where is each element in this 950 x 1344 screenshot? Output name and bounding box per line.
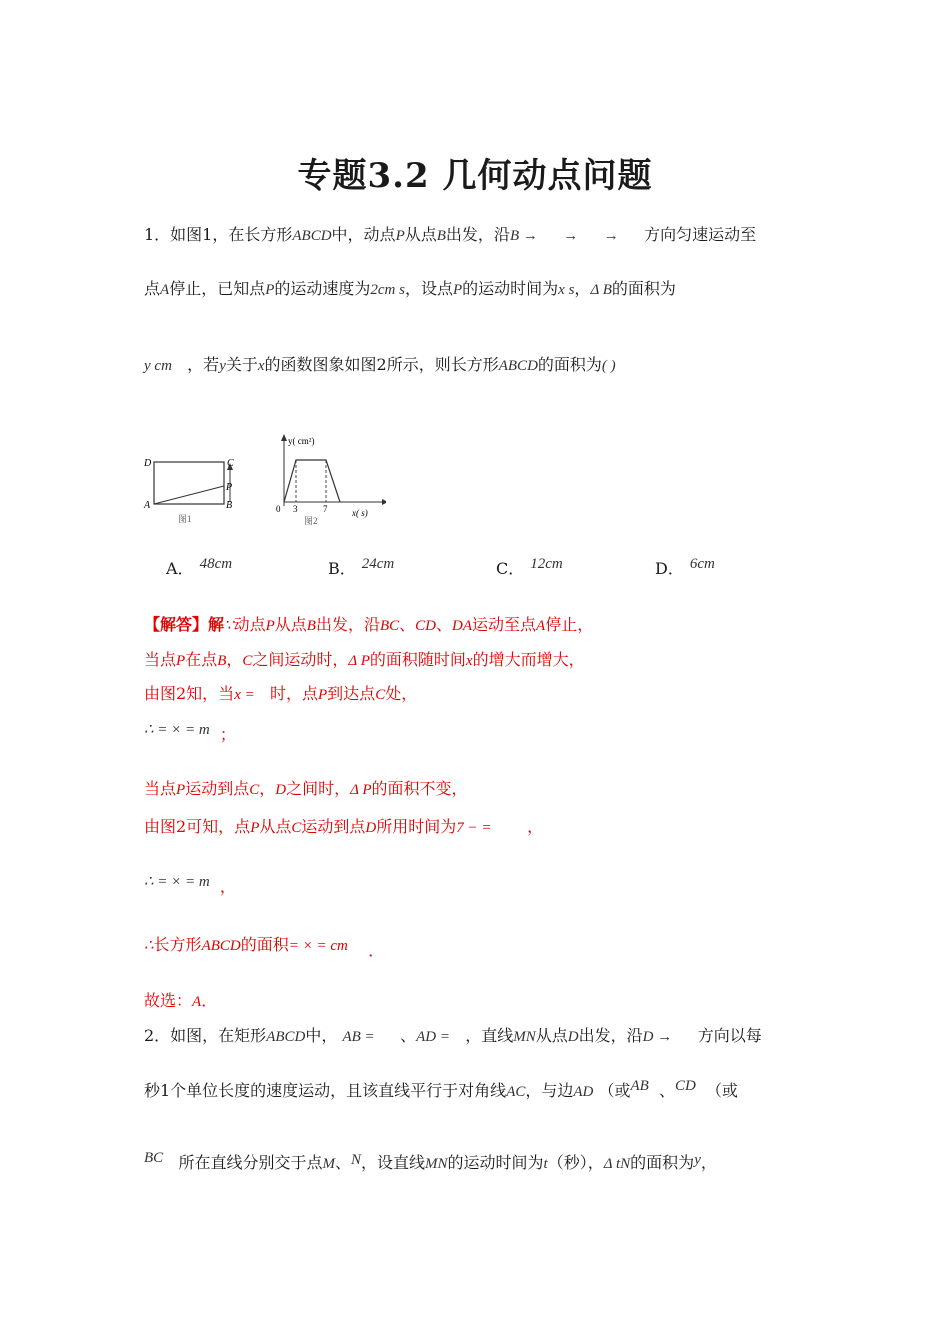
figure-1-rectangle bbox=[140, 448, 250, 528]
solution-line-8: ∴长方形ABCD的面积= × = cm ． bbox=[144, 935, 385, 960]
solution-line-9: 故选：A． bbox=[144, 991, 218, 1010]
solution-line-4: ∴ = × = m ； bbox=[144, 722, 236, 744]
figure-2-graph bbox=[256, 432, 386, 532]
fig1-caption: 图1 bbox=[178, 514, 192, 524]
option-b[interactable]: B． 24cm bbox=[328, 556, 395, 578]
q2-line-1: 2．如图，在矩形ABCD中， AB = 、AD = ，直线MN从点D出发，沿D → 方向以每 bbox=[144, 1026, 762, 1045]
fig1-label-c: C bbox=[227, 458, 234, 469]
fig1-label-b: B bbox=[226, 500, 233, 511]
fig2-y-axis-label: y( cm²) bbox=[288, 436, 315, 446]
fig1-label-p: P bbox=[226, 482, 233, 493]
solution-line-6: 由图2可知，点P从点C运动到点D所用时间为7 − = ， bbox=[144, 817, 544, 836]
fig2-caption: 图2 bbox=[304, 516, 318, 526]
q1-line-1: 1．如图1，在长方形ABCD中，动点P从点B出发，沿B → → → 方向匀速运动至 bbox=[144, 225, 757, 244]
page-title: 专题3.2 几何动点问题 bbox=[297, 156, 653, 196]
fig1-label-d: D bbox=[144, 458, 152, 469]
option-c[interactable]: C． 12cm bbox=[496, 556, 563, 578]
solution-line-7: ∴ = × = m ， bbox=[144, 874, 236, 896]
option-d[interactable]: D． 6cm bbox=[655, 556, 715, 578]
fig1-label-a: A bbox=[144, 500, 151, 511]
fig2-tick-7: 7 bbox=[323, 504, 328, 514]
q1-line-2: 点A停止，已知点P的运动速度为2cm s，设点P的运动时间为x s，Δ B的面积为 bbox=[144, 279, 676, 298]
option-a[interactable]: A． 48cm bbox=[166, 556, 233, 578]
fig2-x-axis-label: x( s) bbox=[352, 508, 368, 518]
solution-line-2: 当点P在点B，C之间运动时，Δ P的面积随时间x的增大而增大， bbox=[144, 650, 585, 669]
q2-line-2: 秒1个单位长度的速度运动，且该直线平行于对角线AC，与边AD （或AB 、CD （或 bbox=[144, 1078, 739, 1100]
fig2-origin: 0 bbox=[276, 504, 281, 514]
fig2-tick-3: 3 bbox=[293, 504, 298, 514]
q1-line-3: y cm ，若y关于x的函数图象如图2所示，则长方形ABCD的面积为( ) bbox=[144, 355, 616, 374]
solution-line-1: 【解答】解∵动点P从点B出发，沿BC、CD、DA运动至点A停止， bbox=[144, 615, 594, 634]
solution-line-5: 当点P运动到点C，D之间时，Δ P的面积不变， bbox=[144, 779, 468, 798]
solution-line-3: 由图2知，当x = 时，点P到达点C处， bbox=[144, 684, 418, 703]
q2-line-3: BC 所在直线分别交于点M、N，设直线MN的运动时间为t（秒），Δ tN的面积为y， bbox=[144, 1150, 717, 1172]
